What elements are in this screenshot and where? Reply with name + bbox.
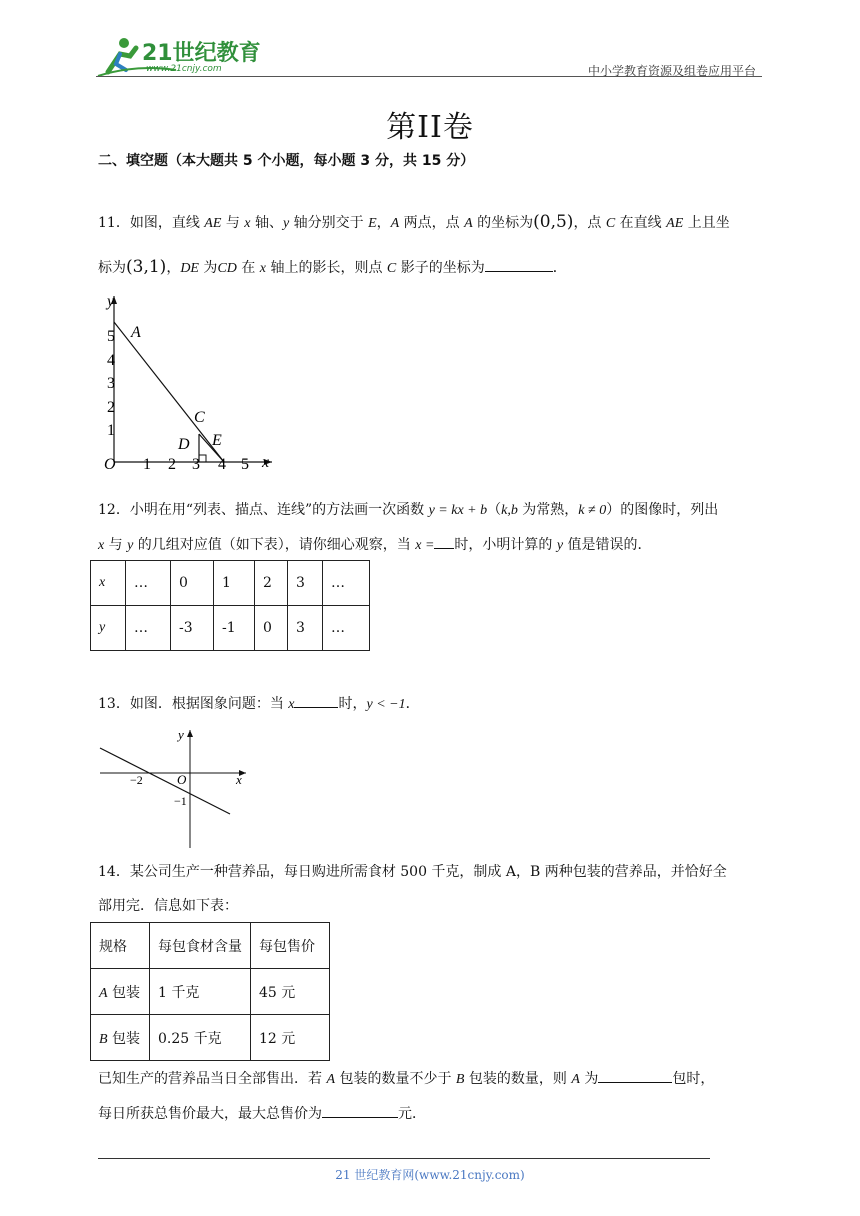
- table-row: [91, 969, 330, 1015]
- q14-line4: 每日所获总售价最大，最大总售价为 元．: [98, 1103, 426, 1124]
- q13-answer-blank: [294, 693, 338, 708]
- y-tick: 3: [107, 375, 115, 392]
- table-cell: y: [91, 606, 126, 651]
- table-header-row: [91, 923, 330, 969]
- table-cell: …: [126, 606, 171, 651]
- logo-text: 21世纪教育: [142, 41, 261, 66]
- q14-answer-blank-2: [322, 1103, 398, 1118]
- table-cell: 12 元: [251, 1015, 330, 1061]
- q11-graph: [98, 286, 288, 476]
- y-tick: 5: [107, 328, 115, 345]
- footer-text: 21 世纪教育网(www.21cnjy.com): [335, 1168, 525, 1182]
- table-header-cell: 每包食材含量: [150, 923, 251, 969]
- q13-graph: [98, 726, 258, 852]
- q13-x-intercept-label: −2: [130, 773, 143, 787]
- q14-line2: 部用完．信息如下表：: [98, 898, 238, 914]
- table-cell: 1 千克: [150, 969, 251, 1015]
- q14-line3: 已知生产的营养品当日全部售出．若 A 包装的数量不少于 B 包装的数量，则 A 为 包时，: [98, 1068, 714, 1090]
- y-tick: 1: [107, 422, 115, 439]
- y-tick: 4: [107, 352, 115, 369]
- q11-origin-label: O: [104, 456, 116, 473]
- q11-y-ticks: [107, 328, 115, 439]
- logo-url: www.21cnjy.com: [146, 64, 222, 74]
- table-cell: x: [91, 561, 126, 606]
- table-cell: -1: [214, 606, 255, 651]
- q11-x-ticks: [143, 456, 249, 473]
- point-D-label: D: [178, 436, 190, 453]
- site-logo: [96, 34, 266, 80]
- q14-spec-table: [90, 922, 330, 1061]
- q12-value-table: [90, 560, 370, 651]
- x-tick: 1: [143, 456, 151, 473]
- table-row-y: [91, 606, 370, 651]
- table-cell: 1: [214, 561, 255, 606]
- header-divider: [96, 76, 762, 77]
- point-E-label: E: [212, 432, 222, 449]
- table-cell: 2: [255, 561, 288, 606]
- q12-answer-blank: [434, 534, 454, 549]
- x-tick: 2: [168, 456, 176, 473]
- q12-line1: 12．小明在用“列表、描点、连线”的方法画一次函数 y = kx + b（k,b 为常熟，k ≠ 0）的图像时，列出: [98, 502, 719, 518]
- q13-origin-label: O: [177, 772, 187, 787]
- table-cell: 45 元: [251, 969, 330, 1015]
- table-cell: …: [323, 561, 370, 606]
- table-cell: 0: [255, 606, 288, 651]
- x-tick: 4: [218, 456, 226, 473]
- table-cell: 3: [288, 561, 323, 606]
- table-cell: 0: [171, 561, 214, 606]
- x-tick: 3: [192, 456, 200, 473]
- q13-y-axis-label: y: [178, 727, 184, 742]
- q12-line2: x 与 y 的几组对应值（如下表），请你细心观察，当 x = 时，小明计算的 y 值是错误的．: [98, 534, 652, 556]
- table-cell: …: [126, 561, 171, 606]
- table-cell: 0.25 千克: [150, 1015, 251, 1061]
- q11-x-axis-label: x: [262, 454, 270, 471]
- table-header-cell: 每包售价: [251, 923, 330, 969]
- q13-text: 13．如图．根据图象问题：当 x 时，y < −1．: [98, 693, 420, 715]
- x-tick: 5: [241, 456, 249, 473]
- table-cell: A 包装: [91, 969, 150, 1015]
- table-row-x: [91, 561, 370, 606]
- table-header-cell: 规格: [91, 923, 150, 969]
- q11-line1: 11．如图，直线 AE 与 x 轴、y 轴分别交于 E，A 两点，点 A 的坐标为(0,5)，点 C 在直线 AE 上且坐: [98, 212, 730, 232]
- table-cell: 3: [288, 606, 323, 651]
- table-cell: …: [323, 606, 370, 651]
- q13-x-axis-label: x: [236, 772, 242, 787]
- table-cell: B 包装: [91, 1015, 150, 1061]
- table-cell: -3: [171, 606, 214, 651]
- q11-line2: 标为(3,1)，DE 为CD 在 x 轴上的影长，则点 C 影子的坐标为 ．: [98, 257, 567, 277]
- q14-answer-blank-1: [598, 1068, 672, 1083]
- q11-answer-blank: [485, 257, 553, 272]
- point-C-label: C: [194, 409, 205, 426]
- table-row: [91, 1015, 330, 1061]
- q13-y-intercept-label: −1: [174, 794, 187, 808]
- footer-divider: [98, 1158, 710, 1159]
- platform-name: 中小学教育资源及组卷应用平台: [587, 64, 756, 78]
- y-tick: 2: [107, 399, 115, 416]
- q14-line1: 14．某公司生产一种营养品，每日购进所需食材 500 千克，制成 A，B 两种包装的营养品，并恰好全: [98, 864, 727, 880]
- point-A-label: A: [131, 324, 141, 341]
- page-title: 第II卷: [386, 110, 474, 145]
- section-heading: 二、填空题（本大题共 5 个小题，每小题 3 分，共 15 分）: [98, 153, 475, 169]
- q11-y-axis-label: y: [107, 293, 115, 310]
